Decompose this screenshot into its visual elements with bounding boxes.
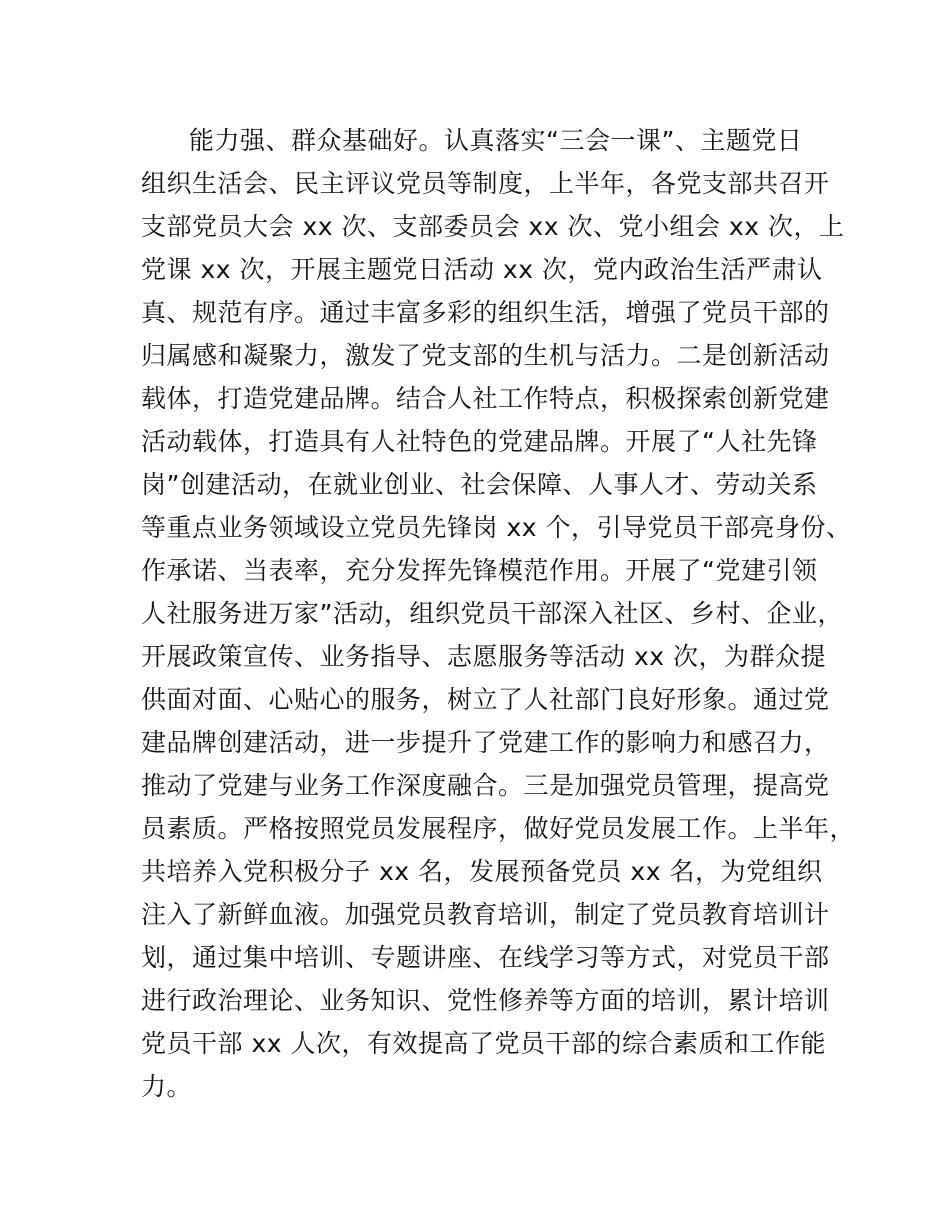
text-line: 岗”创建活动，在就业创业、社会保障、人事人才、劳动关系 [141,470,818,499]
text-line: 共培养入党积极分子 xx 名，发展预备党员 xx 名，为党组织 [141,857,823,886]
text-line: 注入了新鲜血液。加强党员教育培训，制定了党员教育培训计 [141,900,830,929]
text-line: 活动载体，打造具有人社特色的党建品牌。开展了“人社先锋 [141,427,818,456]
text-line: 员素质。严格按照党员发展程序，做好党员发展工作。上半年， [141,814,856,843]
text-line: 作承诺、当表率，充分发挥先锋模范作用。开展了“党建引领 [141,556,818,585]
text-line: 真、规范有序。通过丰富多彩的组织生活，增强了党员干部的 [141,298,830,327]
text-line: 支部党员大会 xx 次、支部委员会 xx 次、党小组会 xx 次，上 [141,212,845,241]
text-line: 推动了党建与业务工作深度融合。三是加强党员管理，提高党 [141,771,830,800]
text-line: 开展政策宣传、业务指导、志愿服务等活动 xx 次，为群众提 [141,642,826,671]
text-line: 人社服务进万家”活动，组织党员干部深入社区、乡村、企业， [141,599,843,628]
text-line: 能力强、群众基础好。认真落实“三会一课”、主题党日 [189,126,803,155]
text-line: 供面对面、心贴心的服务，树立了人社部门良好形象。通过党 [141,685,830,714]
text-line: 等重点业务领域设立党员先锋岗 xx 个，引导党员干部亮身份、 [141,513,852,542]
text-line: 力。 [141,1072,193,1101]
text-line: 建品牌创建活动，进一步提升了党建工作的影响力和感召力， [141,728,830,757]
text-line: 党课 xx 次，开展主题党日活动 xx 次，党内政治生活严肃认 [141,255,823,284]
text-line: 进行政治理论、业务知识、党性修养等方面的培训，累计培训 [141,986,830,1015]
text-line: 党员干部 xx 人次，有效提高了党员干部的综合素质和工作能 [141,1029,826,1058]
text-line: 组织生活会、民主评议党员等制度，上半年，各党支部共召开 [141,169,830,198]
text-line: 归属感和凝聚力，激发了党支部的生机与活力。二是创新活动 [141,341,830,370]
text-line: 载体，打造党建品牌。结合人社工作特点，积极探索创新党建 [141,384,830,413]
text-line: 划，通过集中培训、专题讲座、在线学习等方式，对党员干部 [141,943,830,972]
